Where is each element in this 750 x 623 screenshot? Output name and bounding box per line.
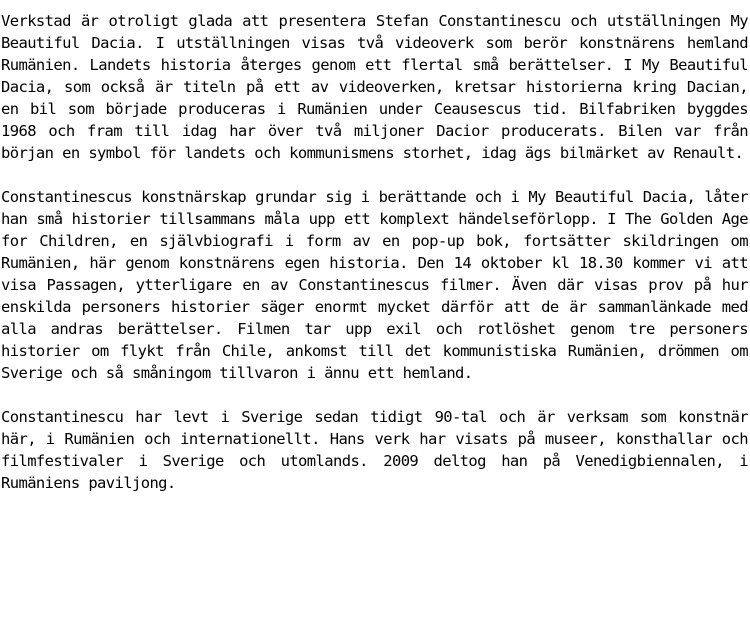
paragraph-intro: Verkstad är otroligt glada att presentera Stefan Constantinescu och utställningen My Beautiful Dacia. I utställningen visas två videoverk som berör konstnärens hemland Rumänien. Landets historia återges genom ett flertal små berättelser. I My Beautiful Dacia, som också är titeln på ett av videoverken, kretsar historierna kring Dacian, en bil som började produceras i Rumänien under Ceausescus tid. Bilfabriken byggdes 1968 och fram till idag har över två miljoner Dacior producerats. Bilen var från början en symbol för landets och kommunismens storhet, idag ägs bilmärket av Renault. <box>1 12 748 162</box>
paragraph-artistry: Constantinescus konstnärskap grundar sig i berättande och i My Beautiful Dacia, låter han små historier tillsammans måla upp ett komplext händelseförlopp. I The Golden Age for Children, en självbiografi i form av en pop-up bok, fortsätter skildringen om Rumänien, här genom konstnärens egen historia. Den 14 oktober kl 18.30 kommer vi att visa Passagen, ytterligare en av Constantinescus filmer. Även där visas prov på hur enskilda personers historier säger enormt mycket därför att de är sammanlänkade med alla andras berättelser. Filmen tar upp exil och rotlöshet genom tre personers historier om flykt från Chile, ankomst till det kommunistiska Rumänien, drömmen om Sverige och så småningom tillvaron i ännu ett hemland. <box>1 188 748 382</box>
paragraph-biography: Constantinescu har levt i Sverige sedan tidigt 90-tal och är verksam som konstnär här, i Rumänien och internationellt. Hans verk har visats på museer, konsthallar och filmfestivaler i Sverige och utomlands. 2009 deltog han på Venedigbiennalen, i Rumäniens paviljong. <box>1 408 748 492</box>
document-body <box>1 10 748 516</box>
